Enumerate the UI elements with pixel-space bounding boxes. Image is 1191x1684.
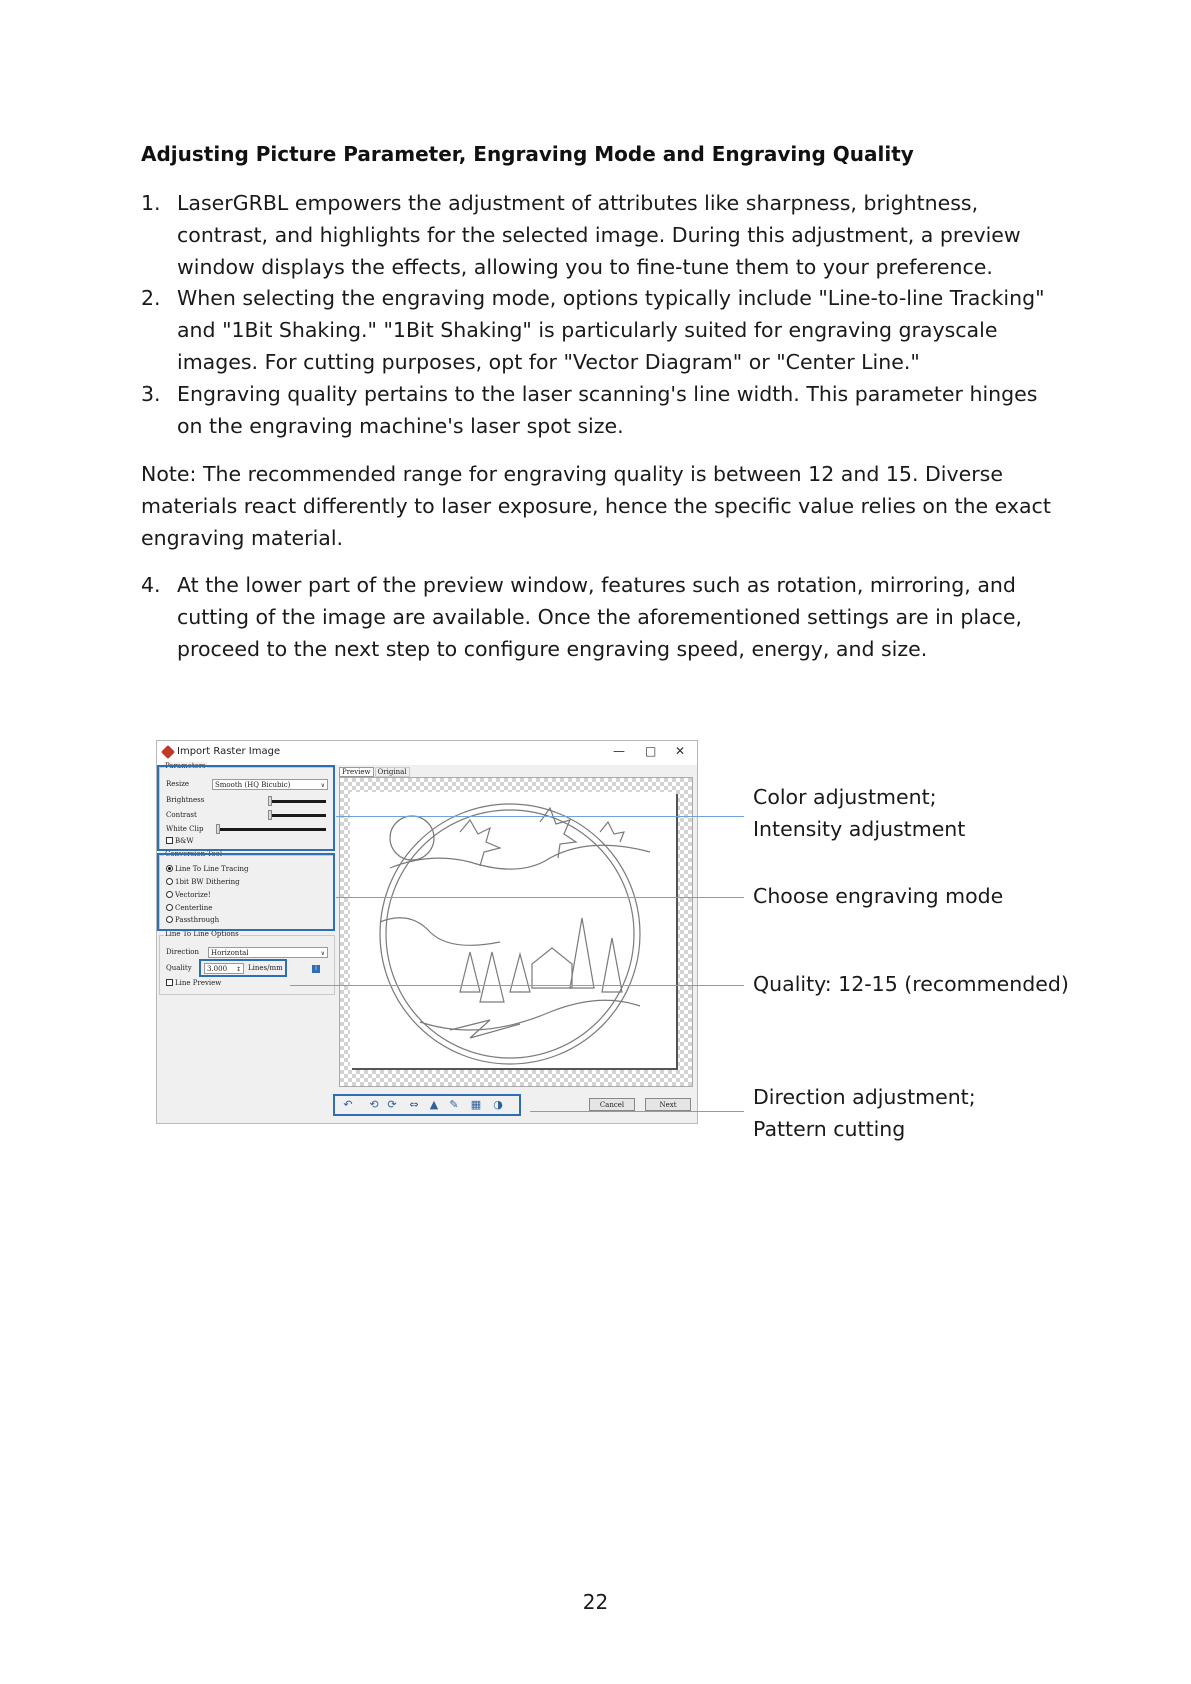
tab-original[interactable]: Original [375, 767, 410, 777]
quality-unit: Lines/mm [248, 964, 283, 972]
note-paragraph: Note: The recommended range for engraving quality is between 12 and 15. Diverse materials react differently to laser exposure, hence the specific value relies on the exact engraving material. [141, 462, 1051, 550]
callout-engraving-mode [753, 880, 1003, 912]
chevron-down-icon: ∨ [320, 950, 325, 957]
direction-label: Direction [166, 948, 200, 956]
callout-color-adjustment [753, 781, 965, 845]
list-number: 3. [141, 381, 161, 406]
import-raster-window-screenshot [156, 740, 698, 1124]
resize-value: Smooth (HQ Bicubic) [215, 781, 291, 789]
bw-label: B&W [175, 837, 194, 845]
info-icon[interactable]: i [312, 965, 320, 973]
app-icon [161, 745, 175, 759]
resize-label: Resize [166, 780, 190, 788]
line-preview-label: Line Preview [175, 979, 222, 987]
list-number: 4. [141, 573, 161, 597]
direction-select[interactable] [208, 947, 328, 958]
line-options-legend: Line To Line Options [165, 930, 239, 938]
callout-line-color [336, 816, 744, 817]
rotate-ccw-icon[interactable]: ⟲ [369, 1098, 379, 1111]
highlight-parameters [157, 765, 335, 851]
highlight-quality [199, 959, 287, 977]
preview-area [339, 777, 693, 1087]
page-number: 22 [582, 1590, 609, 1614]
invert-icon[interactable]: ◑ [493, 1098, 503, 1111]
callout-text: Choose engraving mode [753, 884, 1004, 908]
callout-text: Quality: 12-15 (recommended) [753, 972, 1069, 996]
engraving-preview-image [350, 792, 676, 1068]
callout-text: Color adjustment; [753, 785, 937, 809]
close-icon[interactable]: ✕ [675, 744, 686, 758]
list-number: 1. [141, 191, 161, 215]
minimize-icon[interactable]: — [613, 744, 625, 758]
parameters-legend: Parameters [165, 762, 206, 770]
radio-label: 1bit BW Dithering [175, 878, 240, 886]
callout-line-quality [290, 985, 744, 986]
callout-line-direction [530, 1111, 744, 1112]
rotate-icon[interactable]: ↶ [343, 1098, 353, 1111]
contrast-label: Contrast [166, 811, 197, 819]
white-clip-label: White Clip [166, 825, 204, 833]
list-item [141, 379, 1061, 443]
callout-quality [753, 968, 1069, 1000]
highlight-conversion [157, 853, 335, 931]
chevron-down-icon: ∨ [320, 782, 325, 789]
list-text: When selecting the engraving mode, options typically include "Line-to-line Tracking" and "1Bit Shaking." "1Bit Shaking" is particularly suited for engraving grayscale images. For cutting purposes, opt for "Vector Diagram" or "Center Line." [177, 286, 1045, 374]
list-item [141, 570, 1061, 665]
line-preview-checkbox[interactable] [166, 979, 221, 987]
callout-direction [753, 1081, 976, 1145]
direction-value: Horizontal [211, 949, 249, 957]
list-number: 2. [141, 286, 161, 311]
callout-text: Pattern cutting [753, 1117, 906, 1141]
conversion-legend: Conversion Tool [165, 850, 223, 858]
flip-vertical-icon[interactable]: ▲ [429, 1098, 439, 1111]
steps-list-1-3 [141, 188, 1061, 442]
callout-text: Direction adjustment; [753, 1085, 976, 1109]
tab-preview[interactable]: Preview [339, 767, 374, 777]
checkbox-box[interactable] [166, 979, 173, 986]
flip-horizontal-icon[interactable]: ⇔ [409, 1098, 419, 1111]
steps-list-4 [141, 570, 1061, 665]
window-titlebar [157, 741, 697, 765]
quality-value: 3.000 [207, 965, 228, 973]
list-item [141, 283, 1061, 378]
spinner-icon[interactable]: ↕ [235, 966, 241, 973]
image-toolbar [333, 1094, 521, 1116]
list-text: LaserGRBL empowers the adjustment of attributes like sharpness, brightness, contrast, and highlights for the selected image. During this adjustment, a preview window displays the effects, allowing you to fine-tune them to your preference. [177, 191, 1021, 279]
callout-text: Intensity adjustment [753, 817, 966, 841]
brightness-label: Brightness [166, 796, 205, 804]
list-text: Engraving quality pertains to the laser scanning's line width. This parameter hinges on the engraving machine's laser spot size. [177, 381, 1038, 438]
section-heading: Adjusting Picture Parameter, Engraving Mode and Engraving Quality [141, 142, 914, 166]
window-title: Import Raster Image [177, 746, 281, 757]
callout-line-mode [336, 897, 744, 898]
maximize-icon[interactable]: □ [645, 744, 657, 758]
preview-canvas [350, 792, 676, 1068]
quality-label: Quality [166, 964, 192, 972]
cancel-button[interactable]: Cancel [589, 1098, 635, 1111]
radio-label: Line To Line Tracing [175, 865, 249, 873]
next-button[interactable]: Next [645, 1098, 691, 1111]
radio-label: Vectorize! [175, 891, 211, 899]
list-item [141, 188, 1061, 283]
highlight-toolbar [333, 1094, 521, 1116]
radio-label: Centerline [175, 904, 213, 912]
crop-icon[interactable]: ✎ [449, 1098, 459, 1111]
rotate-cw-icon[interactable]: ⟳ [387, 1098, 397, 1111]
radio-label: Passthrough [175, 916, 220, 924]
settings-panel [159, 762, 335, 1121]
list-text: At the lower part of the preview window, features such as rotation, mirroring, and cutting of the image are available. Once the aforementioned settings are in place, proceed to the next step to configure engraving speed, energy, and size. [177, 573, 1022, 661]
auto-trim-icon[interactable]: ▦ [470, 1098, 482, 1111]
preview-tabs [339, 767, 411, 777]
